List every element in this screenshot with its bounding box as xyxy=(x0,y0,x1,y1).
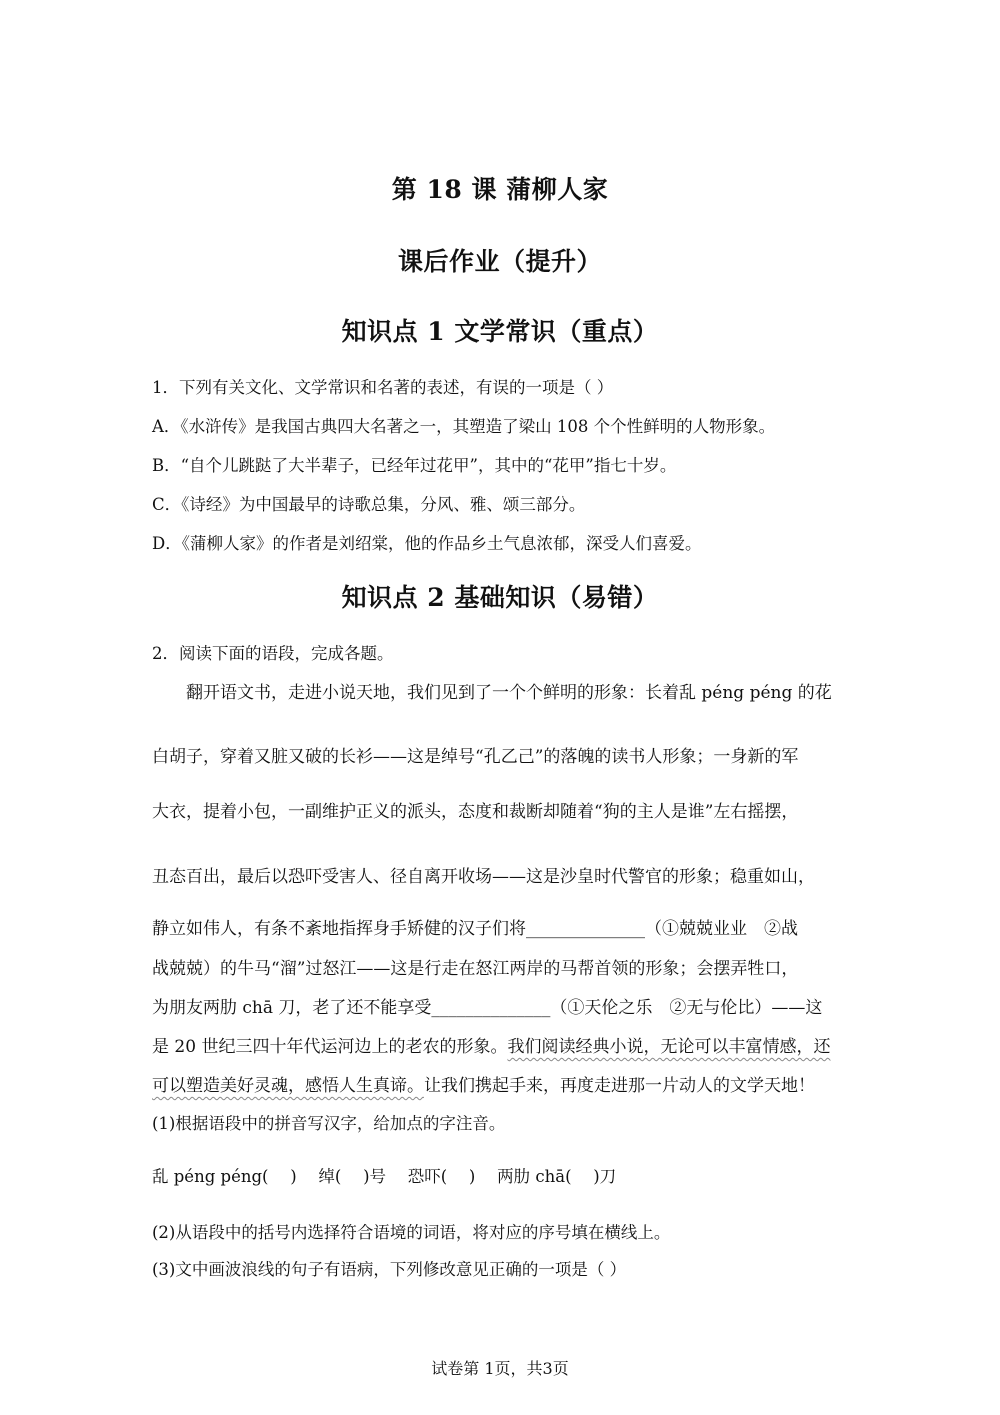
passage-line-6: 战兢兢）的牛马“溜”过怒江——这是行走在怒江两岸的马帮首领的形象；会摆弄牲口， xyxy=(152,959,799,979)
question-1-option-a: A．《水浒传》是我国古典四大名著之一，其塑造了梁山 108 个个性鲜明的人物形象。 xyxy=(152,417,776,436)
passage-line-2: 白胡子，穿着又脏又破的长衫——这是绰号“孔乙己”的落魄的读书人形象；一身新的军 xyxy=(152,747,799,767)
assignment-subtitle: 课后作业（提升） xyxy=(397,247,602,276)
passage-line-1: 翻开语文书，走进小说天地，我们见到了一个个鲜明的形象：长着乱 péng péng 的花 xyxy=(152,683,832,703)
passage-line-3: 大衣，提着小包，一副维护正义的派头，态度和裁断却随着“狗的主人是谁”左右摇摆， xyxy=(152,802,799,822)
question-2-stem: 2．阅读下面的语段，完成各题。 xyxy=(152,644,394,663)
question-1-option-c: C．《诗经》为中国最早的诗歌总集，分风、雅、颂三部分。 xyxy=(152,495,586,514)
page-footer: 试卷第 1页，共3页 xyxy=(431,1359,569,1378)
wavy-sentence-part-2: 可以塑造美好灵魂，感悟人生真谛。 xyxy=(152,1076,424,1096)
question-1-stem: 1．下列有关文化、文学常识和名著的表述，有误的一项是（ ） xyxy=(152,378,614,397)
wavy-sentence-part-1: 我们阅读经典小说，无论可以丰富情感，还 xyxy=(507,1037,831,1057)
passage-line-8-plain: 是 20 世纪三四十年代运河边上的老农的形象。 xyxy=(152,1037,508,1057)
section-heading-2: 知识点 2 基础知识（易错） xyxy=(341,583,659,612)
section-heading-1: 知识点 1 文学常识（重点） xyxy=(341,317,659,346)
passage-line-8 xyxy=(152,1032,852,1057)
question-1-option-d: D．《蒲柳人家》的作者是刘绍棠，他的作品乡土气息浓郁，深受人们喜爱。 xyxy=(152,534,702,553)
lesson-title: 第 18 课 蒲柳人家 xyxy=(391,175,609,204)
passage-line-9-plain: 让我们携起手来，再度走进那一片动人的文学天地！ xyxy=(424,1076,815,1096)
sub-question-3: (3)文中画波浪线的句子有语病，下列修改意见正确的一项是（ ） xyxy=(152,1260,627,1279)
passage-line-5: 静立如伟人，有条不紊地指挥身手矫健的汉子们将______________（①兢兢业业 ②战 xyxy=(152,919,798,939)
passage-line-4: 丑态百出，最后以恐吓受害人、径自离开收场——这是沙皇时代警官的形象；稳重如山， xyxy=(152,867,815,887)
pinyin-fill-row: 乱 péng péng( ) 绰( )号 恐吓( ) 两肋 chā( )刀 xyxy=(152,1167,617,1186)
passage-line-9 xyxy=(152,1071,852,1096)
sub-question-2: (2)从语段中的括号内选择符合语境的词语，将对应的序号填在横线上。 xyxy=(152,1223,671,1242)
sub-question-1: (1)根据语段中的拼音写汉字，给加点的字注音。 xyxy=(152,1114,506,1133)
passage-line-7: 为朋友两肋 chā 刀，老了还不能享受______________（①天伦之乐 ②无与伦比）——这 xyxy=(152,998,823,1018)
question-1-option-b: B．“自个儿跳跶了大半辈子，已经年过花甲”，其中的“花甲”指七十岁。 xyxy=(152,456,677,475)
